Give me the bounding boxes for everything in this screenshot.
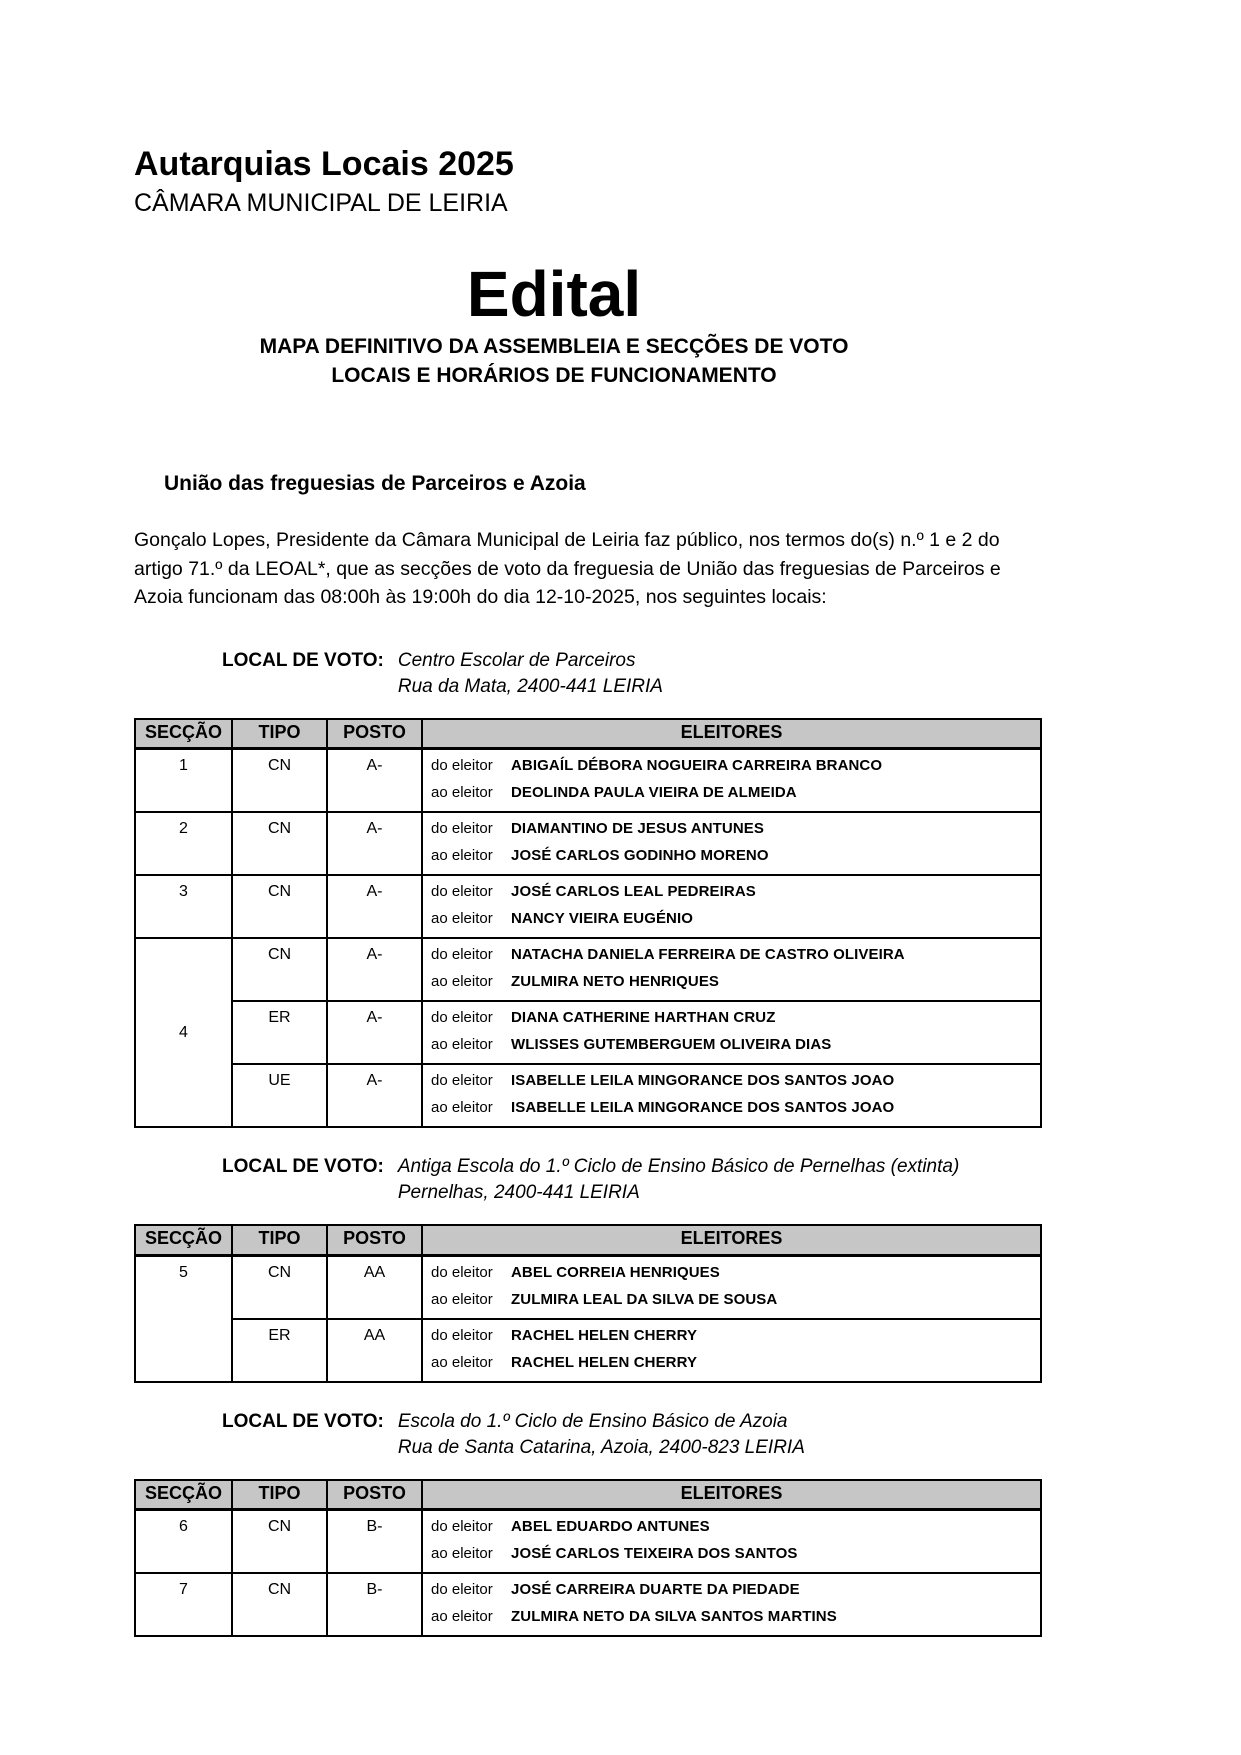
local-name: Antiga Escola do 1.º Ciclo de Ensino Básico de Pernelhas (extinta) — [397, 1156, 960, 1178]
polling-places — [134, 648, 1241, 1638]
range-label: ao eleitor — [431, 1353, 493, 1371]
range-end — [431, 1036, 1032, 1054]
posto-cell: A- — [327, 812, 422, 875]
local-de-voto-block — [222, 1409, 1241, 1461]
col-header-tipo: TIPO — [232, 719, 327, 749]
seccao-number-cell: 3 — [135, 875, 232, 938]
range-label: ao eleitor — [431, 1608, 493, 1626]
elector-name: ZULMIRA NETO DA SILVA SANTOS MARTINS — [511, 1608, 837, 1626]
eleitores-cell — [422, 875, 1041, 938]
range-end — [431, 784, 1032, 802]
elector-name: ISABELLE LEILA MINGORANCE DOS SANTOS JOAO — [511, 1072, 895, 1090]
eleitores-cell — [422, 1255, 1041, 1319]
local-de-voto-label: LOCAL DE VOTO: — [222, 1156, 384, 1178]
col-header-seccao: SECÇÃO — [135, 1225, 232, 1255]
posto-cell: B- — [327, 1510, 422, 1574]
col-header-eleitores: ELEITORES — [422, 1225, 1041, 1255]
sections-table — [134, 1479, 1042, 1638]
range-label: ao eleitor — [431, 847, 493, 865]
posto-cell: AA — [327, 1319, 422, 1382]
tipo-cell: CN — [232, 1510, 327, 1574]
col-header-eleitores: ELEITORES — [422, 719, 1041, 749]
elector-name: ABEL CORREIA HENRIQUES — [511, 1263, 720, 1281]
eleitores-cell — [422, 812, 1041, 875]
range-label: do eleitor — [431, 820, 493, 838]
edital-subtitle-line2: LOCAIS E HORÁRIOS DE FUNCIONAMENTO — [331, 364, 777, 388]
local-de-voto-lines — [398, 648, 663, 700]
edital-subtitle — [134, 332, 974, 390]
local-de-voto-label: LOCAL DE VOTO: — [222, 1410, 384, 1432]
posto-cell: A- — [327, 1064, 422, 1127]
seccao-number-cell: 1 — [135, 749, 232, 813]
col-header-tipo: TIPO — [232, 1225, 327, 1255]
seccao-number-cell: 2 — [135, 812, 232, 875]
section-row — [135, 1001, 1041, 1064]
section-row — [135, 875, 1041, 938]
elector-name: DIANA CATHERINE HARTHAN CRUZ — [511, 1009, 776, 1027]
range-label: ao eleitor — [431, 910, 493, 928]
range-label: do eleitor — [431, 757, 493, 775]
tipo-cell: UE — [232, 1064, 327, 1127]
range-end — [431, 1099, 1032, 1117]
tipo-cell: ER — [232, 1319, 327, 1382]
range-label: do eleitor — [431, 1518, 493, 1536]
elector-name: RACHEL HELEN CHERRY — [511, 1326, 698, 1344]
elector-name: ZULMIRA NETO HENRIQUES — [511, 973, 720, 991]
polling-place — [134, 648, 1241, 1129]
eleitores-cell — [422, 1573, 1041, 1636]
seccao-number-cell: 7 — [135, 1573, 232, 1636]
range-label: ao eleitor — [431, 784, 493, 802]
range-label: do eleitor — [431, 1263, 493, 1281]
range-start — [431, 946, 1032, 964]
edital-heading-block — [134, 258, 974, 390]
col-header-eleitores: ELEITORES — [422, 1480, 1041, 1510]
elector-name: JOSÉ CARLOS GODINHO MORENO — [511, 847, 769, 865]
range-start — [431, 1009, 1032, 1027]
polling-place — [134, 1154, 1241, 1383]
page-subtitle: CÂMARA MUNICIPAL DE LEIRIA — [134, 189, 508, 218]
posto-cell: A- — [327, 938, 422, 1001]
elector-name: NATACHA DANIELA FERREIRA DE CASTRO OLIVEIRA — [511, 946, 905, 964]
elector-name: JOSÉ CARREIRA DUARTE DA PIEDADE — [511, 1581, 800, 1599]
local-de-voto-lines — [398, 1409, 805, 1461]
section-row — [135, 1064, 1041, 1127]
range-end — [431, 1354, 1032, 1372]
section-row — [135, 1573, 1041, 1636]
eleitores-cell — [422, 1064, 1041, 1127]
local-de-voto-block — [222, 648, 1241, 700]
sections-table — [134, 718, 1042, 1129]
intro-paragraph: Gonçalo Lopes, Presidente da Câmara Municipal de Leiria faz público, nos termos do(s) n.º 1 e 2 do artigo 71.º da LEOAL*, que as secções de voto da freguesia de União das freguesias de Parceiros e Azoia funcionam das 08:00h às 19:00h do dia 12-10-2025, nos seguintes locais: — [134, 529, 1001, 609]
local-name: Escola do 1.º Ciclo de Ensino Básico de Azoia — [397, 1410, 788, 1432]
range-start — [431, 1581, 1032, 1599]
range-label: do eleitor — [431, 946, 493, 964]
section-row — [135, 749, 1041, 813]
col-header-posto: POSTO — [327, 1480, 422, 1510]
local-address: Rua de Santa Catarina, Azoia, 2400-823 LEIRIA — [397, 1436, 805, 1458]
col-header-tipo: TIPO — [232, 1480, 327, 1510]
local-de-voto-label: LOCAL DE VOTO: — [222, 649, 384, 671]
elector-name: DEOLINDA PAULA VIEIRA DE ALMEIDA — [511, 784, 797, 802]
range-start — [431, 757, 1032, 775]
section-row — [135, 1255, 1041, 1319]
local-de-voto-lines — [398, 1154, 959, 1206]
range-label: do eleitor — [431, 1326, 493, 1344]
elector-name: JOSÉ CARLOS TEIXEIRA DOS SANTOS — [511, 1545, 798, 1563]
seccao-number-cell: 6 — [135, 1510, 232, 1574]
range-label: ao eleitor — [431, 1545, 493, 1563]
elector-name: ISABELLE LEILA MINGORANCE DOS SANTOS JOAO — [511, 1099, 895, 1117]
section-row — [135, 1510, 1041, 1574]
elector-name: JOSÉ CARLOS LEAL PEDREIRAS — [511, 883, 756, 901]
eleitores-cell — [422, 1319, 1041, 1382]
tipo-cell: CN — [232, 875, 327, 938]
eleitores-cell — [422, 749, 1041, 813]
section-row — [135, 812, 1041, 875]
range-label: do eleitor — [431, 1581, 493, 1599]
elector-name: DIAMANTINO DE JESUS ANTUNES — [511, 820, 764, 838]
tipo-cell: CN — [232, 1573, 327, 1636]
seccao-number-cell: 4 — [135, 938, 232, 1127]
range-label: ao eleitor — [431, 1036, 493, 1054]
elector-name: WLISSES GUTEMBERGUEM OLIVEIRA DIAS — [511, 1036, 832, 1054]
col-header-posto: POSTO — [327, 719, 422, 749]
eleitores-cell — [422, 1510, 1041, 1574]
table-header-row — [135, 719, 1041, 749]
range-end — [431, 1545, 1032, 1563]
range-end — [431, 1608, 1032, 1626]
local-address: Rua da Mata, 2400-441 LEIRIA — [397, 675, 663, 697]
tipo-cell: CN — [232, 749, 327, 813]
col-header-seccao: SECÇÃO — [135, 719, 232, 749]
eleitores-cell — [422, 1001, 1041, 1064]
elector-name: NANCY VIEIRA EUGÉNIO — [511, 910, 694, 928]
elector-name: ABIGAÍL DÉBORA NOGUEIRA CARREIRA BRANCO — [511, 757, 883, 775]
range-start — [431, 820, 1032, 838]
section-row — [135, 938, 1041, 1001]
range-start — [431, 1072, 1032, 1090]
freguesia-heading: União das freguesias de Parceiros e Azoia — [164, 472, 586, 496]
table-header-row — [135, 1225, 1041, 1255]
posto-cell: A- — [327, 875, 422, 938]
range-label: do eleitor — [431, 1009, 493, 1027]
range-label: do eleitor — [431, 883, 493, 901]
posto-cell: B- — [327, 1573, 422, 1636]
edital-title: Edital — [466, 258, 642, 331]
range-start — [431, 1264, 1032, 1282]
range-label: do eleitor — [431, 1072, 493, 1090]
elector-name: RACHEL HELEN CHERRY — [511, 1353, 698, 1371]
eleitores-cell — [422, 938, 1041, 1001]
elector-name: ZULMIRA LEAL DA SILVA DE SOUSA — [511, 1290, 778, 1308]
local-de-voto-block — [222, 1154, 1241, 1206]
polling-place — [134, 1409, 1241, 1638]
range-end — [431, 1291, 1032, 1309]
section-row — [135, 1319, 1041, 1382]
range-start — [431, 1518, 1032, 1536]
range-end — [431, 847, 1032, 865]
range-start — [431, 883, 1032, 901]
range-label: ao eleitor — [431, 973, 493, 991]
local-address: Pernelhas, 2400-441 LEIRIA — [397, 1182, 640, 1204]
sections-table — [134, 1224, 1042, 1383]
tipo-cell: CN — [232, 938, 327, 1001]
range-start — [431, 1327, 1032, 1345]
doc-header — [134, 146, 1241, 218]
col-header-posto: POSTO — [327, 1225, 422, 1255]
table-header-row — [135, 1480, 1041, 1510]
local-name: Centro Escolar de Parceiros — [397, 649, 636, 671]
elector-name: ABEL EDUARDO ANTUNES — [511, 1518, 710, 1536]
edital-subtitle-line1: MAPA DEFINITIVO DA ASSEMBLEIA E SECÇÕES DE VOTO — [259, 335, 849, 359]
tipo-cell: CN — [232, 812, 327, 875]
page-title: Autarquias Locais 2025 — [134, 145, 514, 183]
range-label: ao eleitor — [431, 1290, 493, 1308]
tipo-cell: ER — [232, 1001, 327, 1064]
range-end — [431, 973, 1032, 991]
seccao-number-cell: 5 — [135, 1255, 232, 1382]
posto-cell: A- — [327, 1001, 422, 1064]
range-label: ao eleitor — [431, 1099, 493, 1117]
posto-cell: AA — [327, 1255, 422, 1319]
tipo-cell: CN — [232, 1255, 327, 1319]
col-header-seccao: SECÇÃO — [135, 1480, 232, 1510]
posto-cell: A- — [327, 749, 422, 813]
range-end — [431, 910, 1032, 928]
